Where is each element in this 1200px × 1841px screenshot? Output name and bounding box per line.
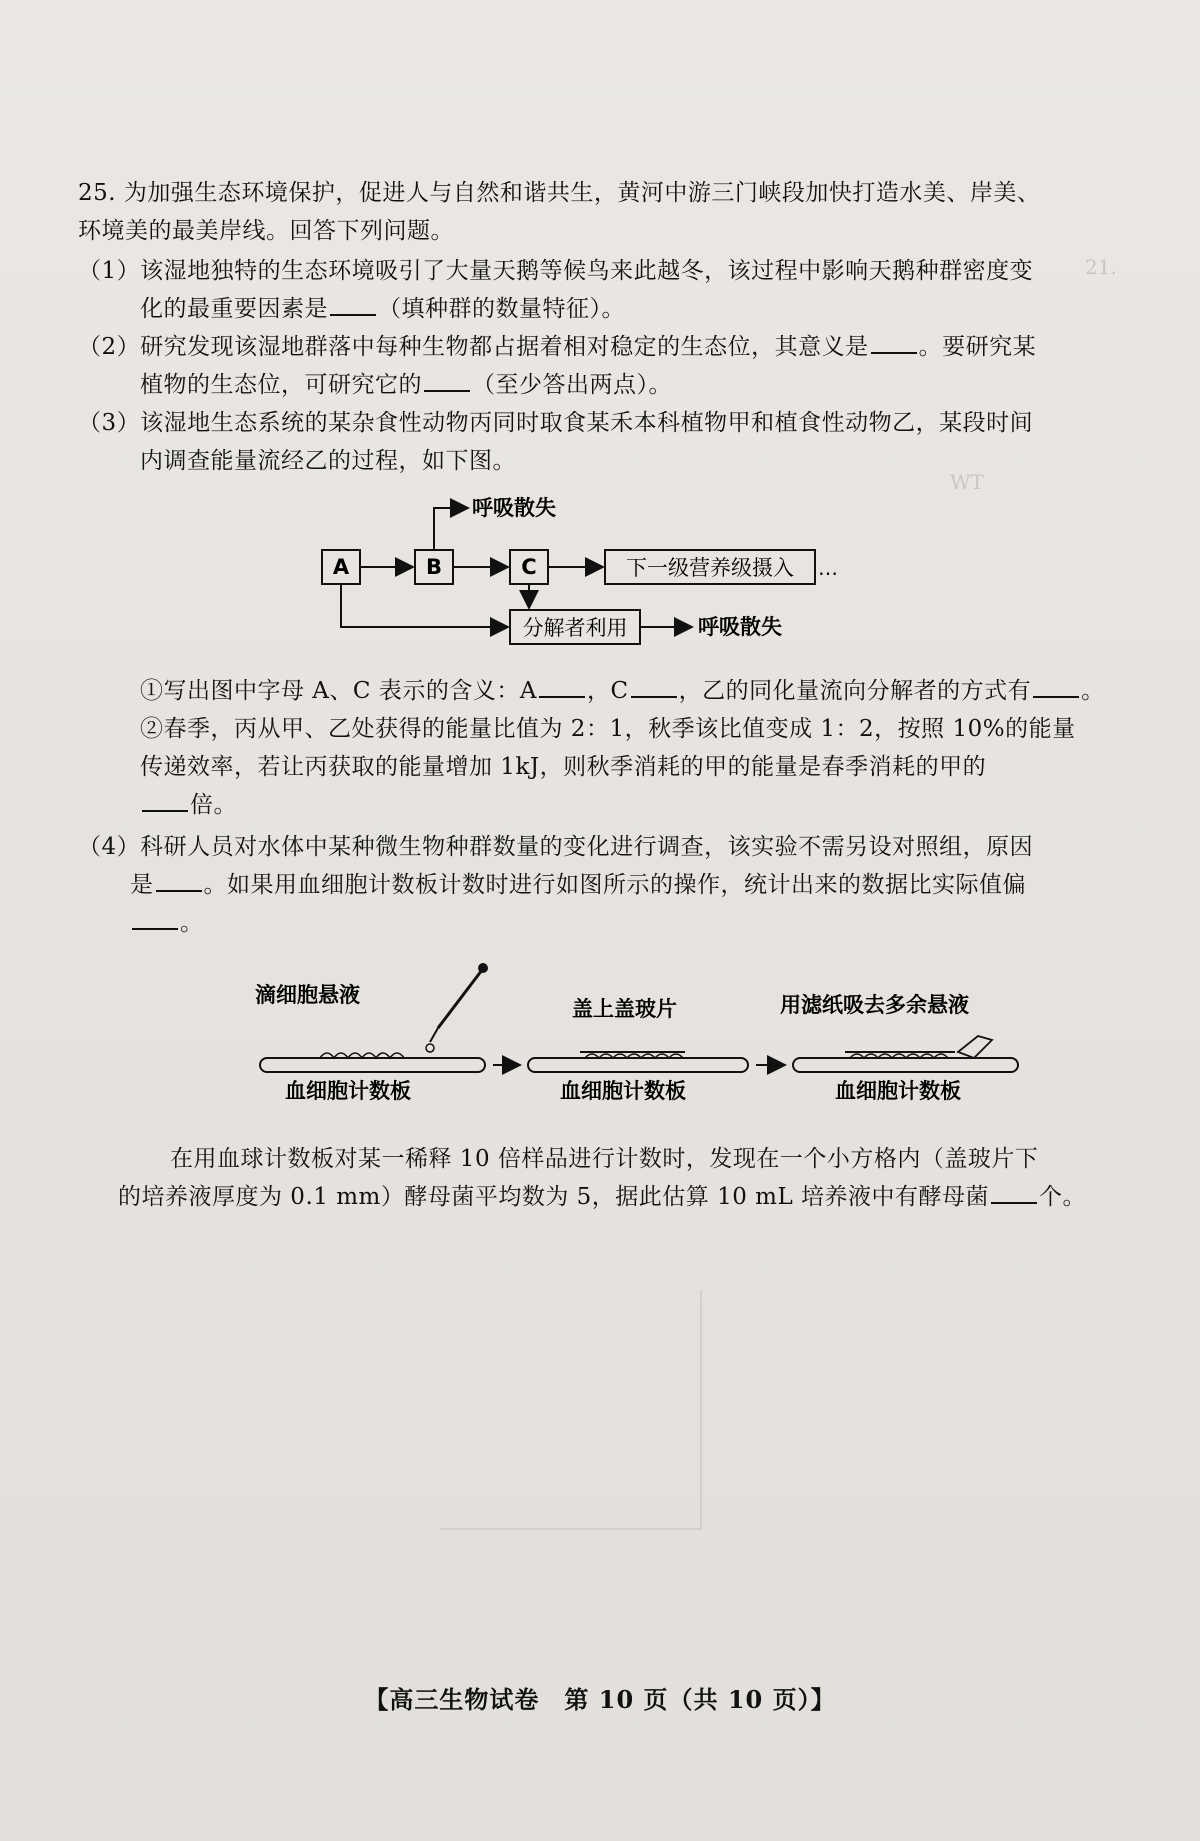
q4-extra-line2: 的培养液厚度为 0.1 mm）酵母菌平均数为 5，据此估算 10 mL 培养液中有酵母菌 个。	[118, 1180, 1086, 1214]
bleed-through-axis	[440, 1528, 702, 1530]
ellipsis: …	[818, 556, 838, 580]
chamber-wave-1	[320, 1053, 404, 1058]
dropper-shaft	[438, 970, 482, 1028]
q4-line1: （4）科研人员对水体中某种微生物种群数量的变化进行调查，该实验不需另设对照组，原因	[78, 834, 1034, 860]
q3-sub2-line1: ②春季，丙从甲、乙处获得的能量比值为 2：1，秋季该比值变成 1：2，按照 10%的能量	[140, 716, 1076, 742]
q4-extra-line1: 在用血球计数板对某一稀释 10 倍样品进行计数时，发现在一个小方格内（盖玻片下	[170, 1146, 1039, 1172]
answer-blank	[631, 674, 677, 698]
q3-sub1: ①写出图中字母 A、C 表示的含义：A ，C ，乙的同化量流向分解者的方式有 。	[140, 674, 1105, 708]
energy-flow-diagram	[300, 490, 860, 655]
answer-blank	[156, 868, 202, 892]
board-label-2: 血细胞计数板	[560, 1079, 686, 1103]
answer-blank	[142, 788, 188, 812]
answer-blank	[424, 368, 470, 392]
bleed-through: 21.	[1085, 255, 1117, 279]
board-label-1: 血细胞计数板	[285, 1079, 411, 1103]
q3-sub2-line3: 倍。	[140, 788, 237, 822]
q4-line3: 。	[130, 906, 204, 940]
arrow-b-respiration	[434, 508, 468, 550]
step1-label: 滴细胞悬液	[255, 983, 360, 1007]
box-b-label: B	[425, 555, 443, 579]
filter-paper	[958, 1036, 992, 1058]
board-label-3: 血细胞计数板	[835, 1079, 961, 1103]
droplet	[426, 1044, 434, 1052]
answer-blank	[330, 292, 376, 316]
arrow-a-decomposer	[341, 584, 508, 627]
q3-line1: （3）该湿地生态系统的某杂食性动物丙同时取食某禾本科植物甲和植食性动物乙，某段时间	[78, 410, 1034, 436]
respiration-top-label: 呼吸散失	[472, 496, 556, 520]
hemocytometer-diagram	[250, 960, 1030, 1110]
q1-line1: （1）该湿地独特的生态环境吸引了大量天鹅等候鸟来此越冬，该过程中影响天鹅种群密度变	[78, 258, 1034, 284]
dropper-tip	[478, 963, 488, 973]
answer-blank	[991, 1180, 1037, 1204]
decomposer-label: 分解者利用	[522, 616, 628, 640]
step3-label: 用滤纸吸去多余悬液	[780, 993, 969, 1017]
q2-line2: 植物的生态位，可研究它的 （至少答出两点）。	[140, 368, 672, 402]
question-intro-line1: 25. 为加强生态环境保护，促进人与自然和谐共生，黄河中游三门峡段加快打造水美、岸美、	[78, 180, 1041, 206]
answer-blank	[539, 674, 585, 698]
q4-line2: 是 。如果用血细胞计数板计数时进行如图所示的操作，统计出来的数据比实际值偏	[130, 868, 1026, 902]
q3-sub2-line2: 传递效率，若让丙获取的能量增加 1kJ，则秋季消耗的甲的能量是春季消耗的甲的	[140, 754, 987, 780]
answer-blank	[1033, 674, 1079, 698]
answer-blank	[132, 906, 178, 930]
step2-label: 盖上盖玻片	[572, 997, 677, 1021]
box-a-label: A	[332, 555, 350, 579]
q2-line1: （2）研究发现该湿地群落中每种生物都占据着相对稳定的生态位，其意义是 。要研究某	[78, 330, 1036, 364]
page-footer: 【高三生物试卷 第 10 页（共 10 页）】	[364, 1685, 836, 1714]
next-level-label: 下一级营养级摄入	[626, 556, 794, 580]
q1-line2: 化的最重要因素是 （填种群的数量特征）。	[140, 292, 625, 326]
dropper	[430, 1028, 438, 1042]
respiration-right-label: 呼吸散失	[698, 615, 782, 639]
bleed-through-axis	[700, 1290, 702, 1530]
q3-line2: 内调查能量流经乙的过程，如下图。	[140, 448, 516, 474]
question-intro-line2: 环境美的最美岸线。回答下列问题。	[78, 218, 454, 244]
bleed-through: WT	[950, 470, 984, 494]
counting-board-1	[260, 1058, 485, 1072]
answer-blank	[871, 330, 917, 354]
counting-board-2	[528, 1058, 748, 1072]
box-c-label: C	[521, 555, 537, 579]
counting-board-3	[793, 1058, 1018, 1072]
